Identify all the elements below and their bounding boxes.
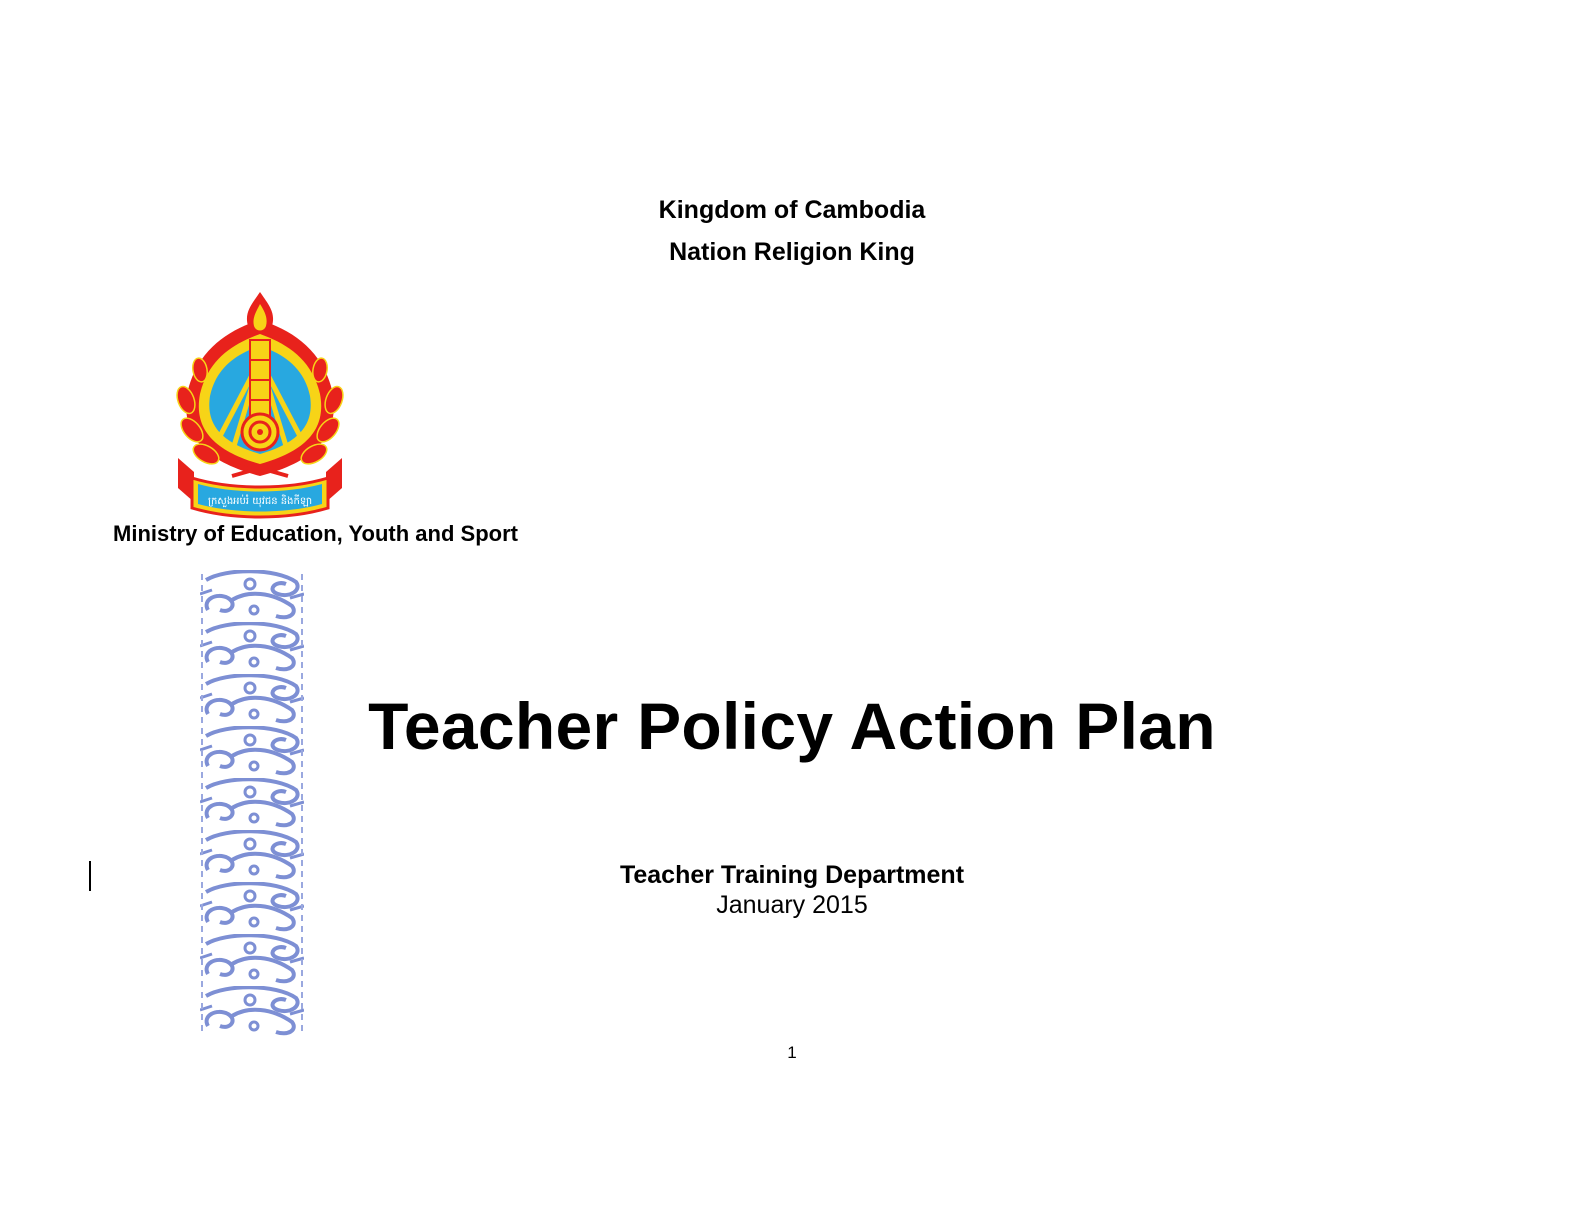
department-name: Teacher Training Department: [619, 861, 965, 889]
decorative-ornament-icon: [192, 570, 310, 1038]
page-number: 1: [787, 1043, 797, 1062]
document-date: January 2015: [716, 891, 868, 919]
emblem-banner-text: ក្រសួងអប់រំ យុវជន និងកីឡា: [207, 496, 313, 507]
national-motto: Nation Religion King: [669, 238, 915, 266]
document-title: Teacher Policy Action Plan: [368, 689, 1216, 763]
kingdom-heading: Kingdom of Cambodia: [658, 196, 926, 224]
ministry-emblem-icon: [172, 290, 348, 522]
ministry-name: Ministry of Education, Youth and Sport: [113, 521, 518, 546]
